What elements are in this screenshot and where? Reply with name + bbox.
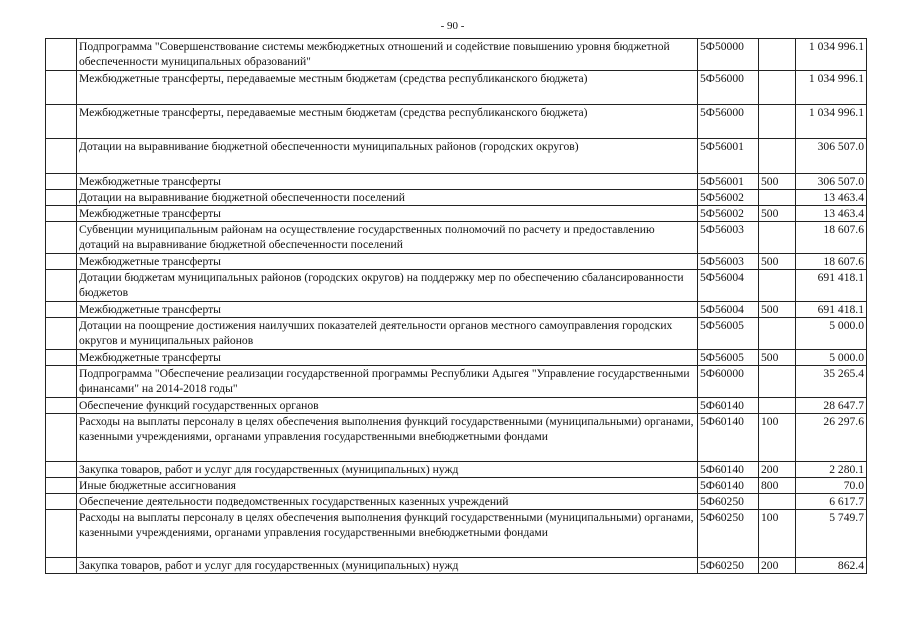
amount: 13 463.4 (796, 206, 867, 222)
item-name: Расходы на выплаты персоналу в целях обеспечения выполнения функций государственными (муниципальными) органами, казенными учреждениями, органами управления государственными внебюджетными фондами (77, 510, 698, 558)
item-name: Межбюджетные трансферты, передаваемые местным бюджетам (средства республиканского бюджета) (77, 105, 698, 139)
amount: 306 507.0 (796, 174, 867, 190)
empty-cell (46, 174, 77, 190)
empty-cell (46, 254, 77, 270)
table-row (46, 366, 867, 398)
item-name: Иные бюджетные ассигнования (77, 478, 698, 494)
target-code: 5Ф50000 (698, 39, 759, 71)
empty-cell (46, 398, 77, 414)
empty-cell (46, 39, 77, 71)
item-name: Подпрограмма "Обеспечение реализации государственной программы Республики Адыгея "Управление государственными финансами" на 2014-2018 годы" (77, 366, 698, 398)
item-name: Закупка товаров, работ и услуг для государственных (муниципальных) нужд (77, 462, 698, 478)
expense-type (759, 71, 796, 105)
empty-cell (46, 105, 77, 139)
table-row (46, 222, 867, 254)
table-row (46, 254, 867, 270)
expense-type (759, 39, 796, 71)
table-row (46, 462, 867, 478)
table-row (46, 302, 867, 318)
empty-cell (46, 366, 77, 398)
target-code: 5Ф56004 (698, 302, 759, 318)
amount: 13 463.4 (796, 190, 867, 206)
table-row (46, 558, 867, 574)
expense-type: 500 (759, 174, 796, 190)
empty-cell (46, 350, 77, 366)
target-code: 5Ф56004 (698, 270, 759, 302)
expense-type (759, 139, 796, 174)
target-code: 5Ф60250 (698, 558, 759, 574)
target-code: 5Ф56005 (698, 350, 759, 366)
empty-cell (46, 206, 77, 222)
item-name: Межбюджетные трансферты, передаваемые местным бюджетам (средства республиканского бюджета) (77, 71, 698, 105)
empty-cell (46, 270, 77, 302)
table-row (46, 190, 867, 206)
table-row (46, 206, 867, 222)
amount: 862.4 (796, 558, 867, 574)
empty-cell (46, 558, 77, 574)
table-row (46, 174, 867, 190)
item-name: Подпрограмма "Совершенствование системы межбюджетных отношений и содействие повышению уровня бюджетной обеспеченности муниципальных образований" (77, 39, 698, 71)
target-code: 5Ф56001 (698, 139, 759, 174)
budget-table (45, 38, 867, 574)
expense-type: 100 (759, 510, 796, 558)
empty-cell (46, 510, 77, 558)
item-name: Дотации на выравнивание бюджетной обеспеченности муниципальных районов (городских округов) (77, 139, 698, 174)
table-row (46, 350, 867, 366)
target-code: 5Ф60250 (698, 494, 759, 510)
empty-cell (46, 462, 77, 478)
table-row (46, 270, 867, 302)
expense-type: 500 (759, 206, 796, 222)
empty-cell (46, 71, 77, 105)
expense-type (759, 222, 796, 254)
amount: 6 617.7 (796, 494, 867, 510)
empty-cell (46, 302, 77, 318)
expense-type (759, 494, 796, 510)
amount: 18 607.6 (796, 222, 867, 254)
table-row (46, 318, 867, 350)
empty-cell (46, 414, 77, 462)
table-row (46, 71, 867, 105)
item-name: Обеспечение функций государственных органов (77, 398, 698, 414)
table-row (46, 39, 867, 71)
target-code: 5Ф56000 (698, 105, 759, 139)
empty-cell (46, 318, 77, 350)
amount: 2 280.1 (796, 462, 867, 478)
expense-type: 100 (759, 414, 796, 462)
expense-type (759, 366, 796, 398)
target-code: 5Ф60140 (698, 478, 759, 494)
target-code: 5Ф56002 (698, 206, 759, 222)
expense-type: 500 (759, 302, 796, 318)
expense-type (759, 270, 796, 302)
expense-type: 500 (759, 254, 796, 270)
amount: 691 418.1 (796, 270, 867, 302)
amount: 5 000.0 (796, 350, 867, 366)
item-name: Межбюджетные трансферты (77, 206, 698, 222)
amount: 1 034 996.1 (796, 39, 867, 71)
target-code: 5Ф56003 (698, 254, 759, 270)
amount: 70.0 (796, 478, 867, 494)
expense-type (759, 398, 796, 414)
item-name: Закупка товаров, работ и услуг для государственных (муниципальных) нужд (77, 558, 698, 574)
target-code: 5Ф60140 (698, 462, 759, 478)
item-name: Межбюджетные трансферты (77, 174, 698, 190)
target-code: 5Ф60250 (698, 510, 759, 558)
item-name: Расходы на выплаты персоналу в целях обеспечения выполнения функций государственными (муниципальными) органами, казенными учреждениями, органами управления государственными внебюджетными фондами (77, 414, 698, 462)
amount: 1 034 996.1 (796, 105, 867, 139)
item-name: Межбюджетные трансферты (77, 350, 698, 366)
amount: 5 749.7 (796, 510, 867, 558)
item-name: Межбюджетные трансферты (77, 302, 698, 318)
target-code: 5Ф56003 (698, 222, 759, 254)
empty-cell (46, 190, 77, 206)
target-code: 5Ф60140 (698, 414, 759, 462)
target-code: 5Ф60140 (698, 398, 759, 414)
amount: 306 507.0 (796, 139, 867, 174)
empty-cell (46, 222, 77, 254)
amount: 28 647.7 (796, 398, 867, 414)
expense-type: 800 (759, 478, 796, 494)
item-name: Межбюджетные трансферты (77, 254, 698, 270)
table-row (46, 478, 867, 494)
table-row (46, 494, 867, 510)
empty-cell (46, 478, 77, 494)
target-code: 5Ф56002 (698, 190, 759, 206)
target-code: 5Ф60000 (698, 366, 759, 398)
table-row (46, 105, 867, 139)
amount: 5 000.0 (796, 318, 867, 350)
table-row (46, 398, 867, 414)
item-name: Дотации на поощрение достижения наилучших показателей деятельности органов местного самоуправления городских округов и муниципальных районов (77, 318, 698, 350)
item-name: Субвенции муниципальным районам на осуществление государственных полномочий по расчету и предоставлению дотаций на выравнивание бюджетной обеспеченности поселений (77, 222, 698, 254)
table-row (46, 510, 867, 558)
empty-cell (46, 139, 77, 174)
target-code: 5Ф56000 (698, 71, 759, 105)
expense-type: 200 (759, 558, 796, 574)
amount: 35 265.4 (796, 366, 867, 398)
expense-type (759, 105, 796, 139)
amount: 1 034 996.1 (796, 71, 867, 105)
target-code: 5Ф56001 (698, 174, 759, 190)
expense-type: 500 (759, 350, 796, 366)
item-name: Дотации бюджетам муниципальных районов (городских округов) на поддержку мер по обеспечению сбалансированности бюджетов (77, 270, 698, 302)
item-name: Дотации на выравнивание бюджетной обеспеченности поселений (77, 190, 698, 206)
table-row (46, 414, 867, 462)
expense-type (759, 318, 796, 350)
table-row (46, 139, 867, 174)
item-name: Обеспечение деятельности подведомственных государственных казенных учреждений (77, 494, 698, 510)
empty-cell (46, 494, 77, 510)
page-number: - 90 - (440, 20, 465, 32)
target-code: 5Ф56005 (698, 318, 759, 350)
amount: 18 607.6 (796, 254, 867, 270)
expense-type (759, 190, 796, 206)
expense-type: 200 (759, 462, 796, 478)
amount: 691 418.1 (796, 302, 867, 318)
amount: 26 297.6 (796, 414, 867, 462)
